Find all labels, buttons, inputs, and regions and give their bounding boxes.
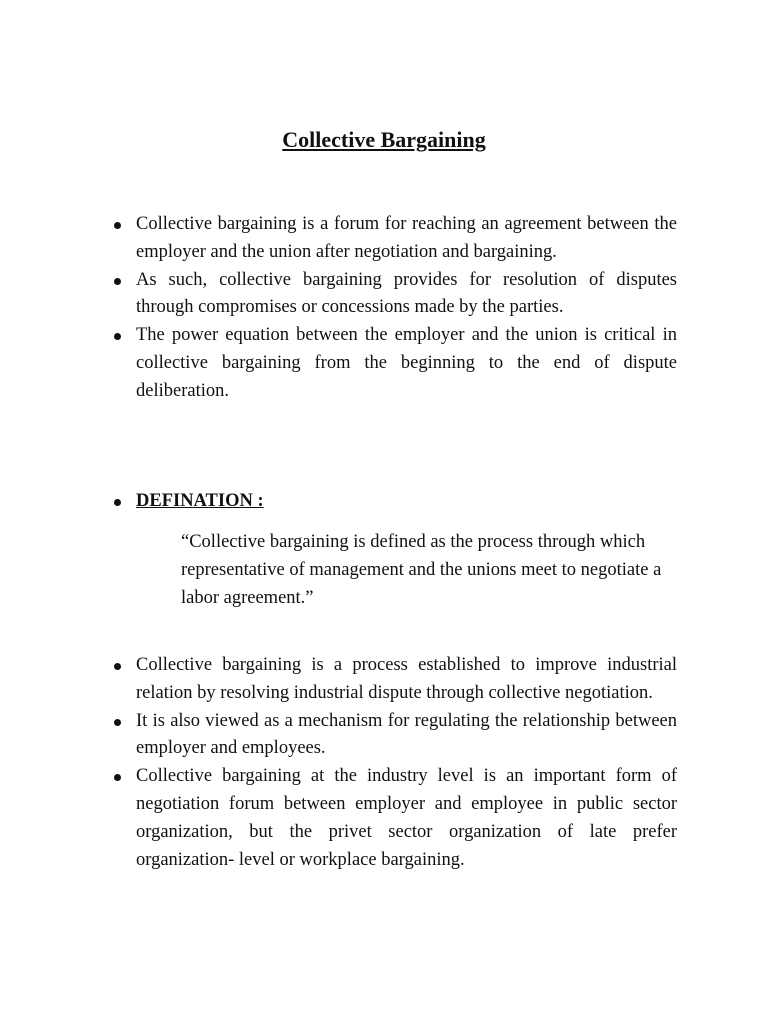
definition-heading: DEFINATION : bbox=[136, 491, 264, 511]
list-item: Collective bargaining is a forum for reaching an agreement between the employer and the union after negotiation and bargaining. bbox=[136, 211, 677, 267]
list-item: Collective bargaining is a process established to improve industrial relation by resolving industrial dispute through collective negotiation. bbox=[136, 652, 677, 708]
list-item: The power equation between the employer and the union is critical in collective bargaining from the beginning to the end of dispute deliberation. bbox=[136, 322, 677, 405]
definition-heading-item bbox=[136, 488, 677, 516]
more-bullet-list bbox=[136, 652, 677, 874]
list-item: It is also viewed as a mechanism for regulating the relationship between employer and employees. bbox=[136, 708, 677, 764]
list-item: Collective bargaining at the industry level is an important form of negotiation forum between employer and employee in public sector organization, but the privet sector organization of late prefer organization- level or workplace bargaining. bbox=[136, 763, 677, 874]
page-title: Collective Bargaining bbox=[282, 127, 486, 152]
definition-bullet-list bbox=[136, 488, 677, 516]
intro-bullet-list bbox=[136, 211, 677, 406]
list-item: As such, collective bargaining provides for resolution of disputes through compromises or concessions made by the parties. bbox=[136, 267, 677, 323]
definition-quote: “Collective bargaining is defined as the process through which representative of management and the unions meet to negotiate a labor agreement.” bbox=[181, 532, 662, 608]
